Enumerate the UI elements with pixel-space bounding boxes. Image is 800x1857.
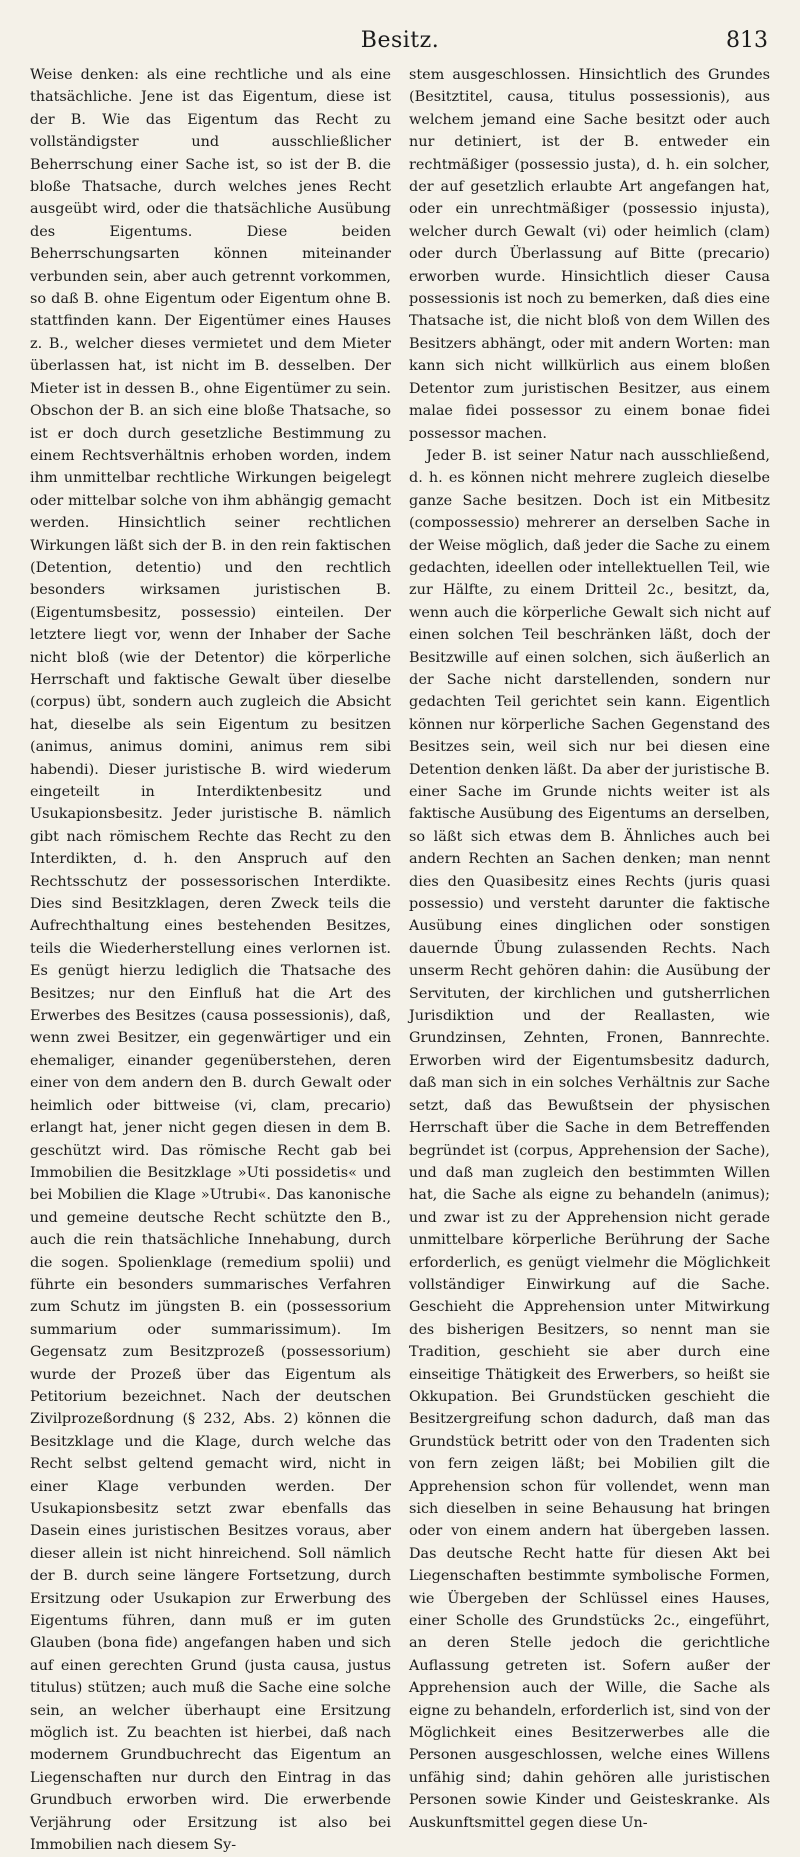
paragraph: Weise denken: als eine rechtliche und als eine thatsächliche. Jene ist das Eigentum, diese ist der B. Wie das Eigentum das Recht zu vollständigster und ausschließlicher Beherrschung einer Sache ist, so ist der B. die bloße Thatsache, durch welches jenes Recht ausgeübt wird, oder die thatsächliche Ausübung des Eigentums. Diese beiden Beherrschungsarten können miteinander verbunden sein, aber auch getrennt vorkommen, so daß B. ohne Eigentum oder Eigentum ohne B. stattfinden kann. Der Eigentümer eines Hauses z. B., welcher dieses vermietet und dem Mieter überlassen hat, ist nicht im B. desselben. Der Mieter ist in dessen B., ohne Eigentümer zu sein. Obschon der B. an sich eine bloße Thatsache, so ist er doch durch gesetzliche Bestimmung zu einem Rechtsverhältnis erhoben worden, indem ihm unmittelbar rechtliche Wirkungen beigelegt oder mittelbar solche von ihm abhängig gemacht werden. Hinsichtlich seiner rechtlichen Wirkungen läßt sich der B. in den rein faktischen (Detention, detentio) und den rechtlich besonders wirksamen juristischen B. (Eigentumsbesitz, possessio) einteilen. Der letztere liegt vor, wenn der Inhaber der Sache nicht bloß (wie der Detentor) die körperliche Herrschaft und faktische Gewalt über dieselbe (corpus) übt, sondern auch zugleich die Absicht hat, dieselbe als sein Eigentum zu besitzen (animus, animus domini, animus rem sibi habendi). Dieser juristische B. wird wiederum eingeteilt in Interdiktenbesitz und Usukapionsbesitz. Jeder juristische B. nämlich gibt nach römischem Rechte das Recht zu den Interdikten, d. h. den Anspruch auf den Rechtsschutz der possessorischen Interdikte. Dies sind Besitzklagen, deren Zweck teils die Aufrechthaltung eines bestehenden Besitzes, teils die Wiederherstellung eines verlornen ist. Es genügt hierzu lediglich die Thatsache des Besitzes; nur den Einfluß hat die Art des Erwerbes des Besitzes (causa possessionis), daß, wenn zwei Besitzer, ein gegenwärtiger und ein ehemaliger, einander gegenüberstehen, deren einer von dem andern den B. durch Gewalt oder heimlich oder bittweise (vi, clam, precario) erlangt hat, jener nicht gegen diesen in dem B. geschützt wird. Das römische Recht gab bei Immobilien die Besitzklage »Uti possidetis« und bei Mobilien die Klage »Utrubi«. Das kanonische und gemeine deutsche Recht schützte den B., auch die rein thatsächliche Innehabung, durch die sogen. Spolienklage (remedium spolii) und führte ein besonders summarisches Verfahren zum Schutz im jüngsten B. ein (possessorium summarium oder summarissimum). Im Gegensatz zum Besitzprozeß (possessorium) wurde der Prozeß über das Eigentum als Petitorium bezeichnet. Nach der deutschen Zivilprozeßordnung (§ 232, Abs. 2) können die Besitzklage und die Klage, durch welche das Recht selbst geltend gemacht wird, nicht in einer Klage verbunden werden. Der Usukapionsbesitz setzt zwar ebenfalls das Dasein eines juristischen Besitzes voraus, aber dieser allein ist nicht hinreichend. Soll nämlich der B. durch seine längere Fortsetzung, durch Ersitzung oder Usukapion zur Erwerbung des Eigentums führen, dann muß er im guten Glauben (bona fide) angefangen haben und sich auf einen gerechten Grund (justa causa, justus titulus) stützen; auch muß die Sache eine solche sein, an welcher überhaupt eine Ersitzung möglich ist. Zu beachten ist hierbei, daß nach modernem Grundbuchrecht das Eigentum an Liegenschaften nur durch den Eintrag in das Grundbuch erworben wird. Die erwerbende Verjährung oder Ersitzung ist also bei Immobilien nach diesem Sy- <box>30 67 391 1854</box>
running-title: Besitz. <box>360 28 440 53</box>
text-columns <box>30 64 770 1857</box>
right-column <box>409 64 770 1857</box>
left-column <box>30 64 391 1857</box>
page-number: 813 <box>726 28 768 53</box>
paragraph: Jeder B. ist seiner Natur nach ausschließend, d. h. es können nicht mehrere zugleich dieselbe ganze Sache besitzen. Doch ist ein Mitbesitz (compossessio) mehrerer an derselben Sache in der Weise möglich, daß jeder die Sache zu einem gedachten, ideellen oder intellektuellen Teil, wie zur Hälfte, zu einem Dritteil 2c., besitzt, da, wenn auch die körperliche Gewalt sich nicht auf einen solchen Teil beschränken läßt, doch der Besitzwille auf einen solchen, sich äußerlich an der Sache nicht darstellenden, sondern nur gedachten Teil gerichtet sein kann. Eigentlich können nur körperliche Sachen Gegenstand des Besitzes sein, weil sich nur bei diesen eine Detention denken läßt. Da aber der juristische B. einer Sache im Grunde nichts weiter ist als faktische Ausübung des Eigentums an derselben, so läßt sich etwas dem B. Ähnliches auch bei andern Rechten an Sachen denken; man nennt dies den Quasibesitz eines Rechts (juris quasi possessio) und versteht darunter die faktische Ausübung eines dinglichen oder sonstigen dauernde Übung zulassenden Rechts. Nach unserm Recht gehören dahin: die Ausübung der Servituten, der kirchlichen und gutsherrlichen Jurisdiktion und der Reallasten, wie Grundzinsen, Zehnten, Fronen, Bannrechte. Erworben wird der Eigentumsbesitz dadurch, daß man sich in ein solches Verhältnis zur Sache setzt, daß das Bewußtsein der physischen Herrschaft über die Sache in dem Betreffenden begründet ist (corpus, Apprehension der Sache), und daß man zugleich den bestimmten Willen hat, die Sache als eigne zu behandeln (animus); und zwar ist zu der Apprehension nicht gerade unmittelbare körperliche Berührung der Sache erforderlich, es genügt vielmehr die Möglichkeit vollständiger Einwirkung auf die Sache. Geschieht die Apprehension unter Mitwirkung des bisherigen Besitzers, so nennt man sie Tradition, geschieht sie aber durch eine einseitige Thätigkeit des Erwerbers, so heißt sie Okkupation. Bei Grundstücken geschieht die Besitzergreifung schon dadurch, daß man das Grundstück betritt oder von den Tradenten sich von fern zeigen läßt; bei Mobilien gilt die Apprehension schon für vollendet, wenn man sich dieselben in seine Behausung hat bringen oder von einem andern hat übergeben lassen. Das deutsche Recht hatte für diesen Akt bei Liegenschaften bestimmte symbolische Formen, wie Übergeben der Schlüssel eines Hauses, einer Scholle des Grundstücks 2c., eingeführt, an deren Stelle jedoch die gerichtliche Auflassung getreten ist. Sofern außer der Apprehension auch der Wille, die Sache als eigne zu behandeln, erforderlich ist, sind von der Möglichkeit eines Besitzerwerbes alle die Personen ausgeschlossen, welche eines Willens unfähig sind; dahin gehören alle juristischen Personen sowie Kinder und Geisteskranke. Als Auskunftsmittel gegen diese Un- <box>409 447 770 1831</box>
paragraph: stem ausgeschlossen. Hinsichtlich des Grundes (Besitztitel, causa, titulus possessionis), aus welchem jemand eine Sache besitzt oder auch nur detiniert, ist der B. entweder ein rechtmäßiger (possessio justa), d. h. ein solcher, der auf gesetzlich erlaubte Art angefangen hat, oder ein unrechtmäßiger (possessio injusta), welcher durch Gewalt (vi) oder heimlich (clam) oder durch Überlassung auf Bitte (precario) erworben wurde. Hinsichtlich dieser Causa possessionis ist noch zu bemerken, daß dies eine Thatsache ist, die nicht bloß von dem Willen des Besitzers abhängt, oder mit andern Worten: man kann sich nicht willkürlich aus einem bloßen Detentor zum juristischen Besitzer, aus einem malae fidei possessor zu einem bonae fidei possessor machen. <box>409 67 770 442</box>
page-header <box>30 22 770 58</box>
